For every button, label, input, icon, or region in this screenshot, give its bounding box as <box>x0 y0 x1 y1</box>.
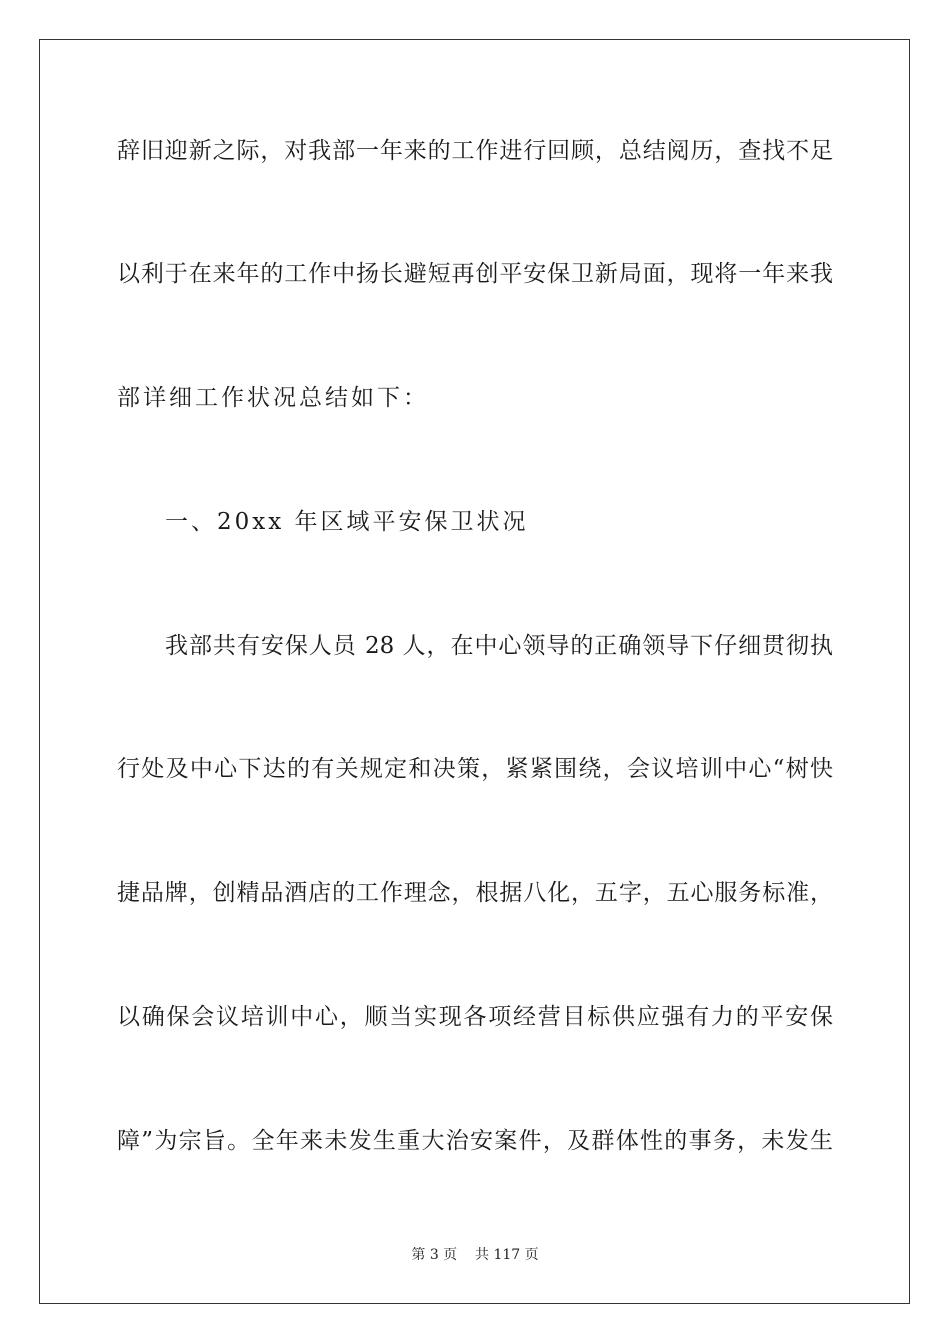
body-line-9: 障”为宗旨。全年来未发生重大治安案件，及群体性的事务，未发生 <box>117 1128 833 1154</box>
page-border <box>39 39 910 1304</box>
body-line-6: 行处及中心下达的有关规定和决策，紧紧围绕，会议培训中心“树快 <box>117 756 833 782</box>
page-footer <box>0 1245 950 1265</box>
body-line-5: 我部共有安保人员 28 人，在中心领导的正确领导下仔细贯彻执 <box>165 633 833 659</box>
body-line-8: 以确保会议培训中心，顺当实现各项经营目标供应强有力的平安保 <box>117 1004 833 1030</box>
body-line-3: 部详细工作状况总结如下： <box>117 385 429 411</box>
body-line-7: 捷品牌，创精品酒店的工作理念，根据八化，五字，五心服务标准， <box>117 880 833 906</box>
section-heading: 一、20xx 年区域平安保卫状况 <box>165 509 529 535</box>
total-pages: 共 117 页 <box>475 1247 539 1263</box>
body-line-1: 辞旧迎新之际，对我部一年来的工作进行回顾，总结阅历，查找不足 <box>117 138 833 164</box>
page-number: 第 3 页 <box>411 1247 458 1263</box>
body-line-2: 以利于在来年的工作中扬长避短再创平安保卫新局面，现将一年来我 <box>117 261 833 287</box>
